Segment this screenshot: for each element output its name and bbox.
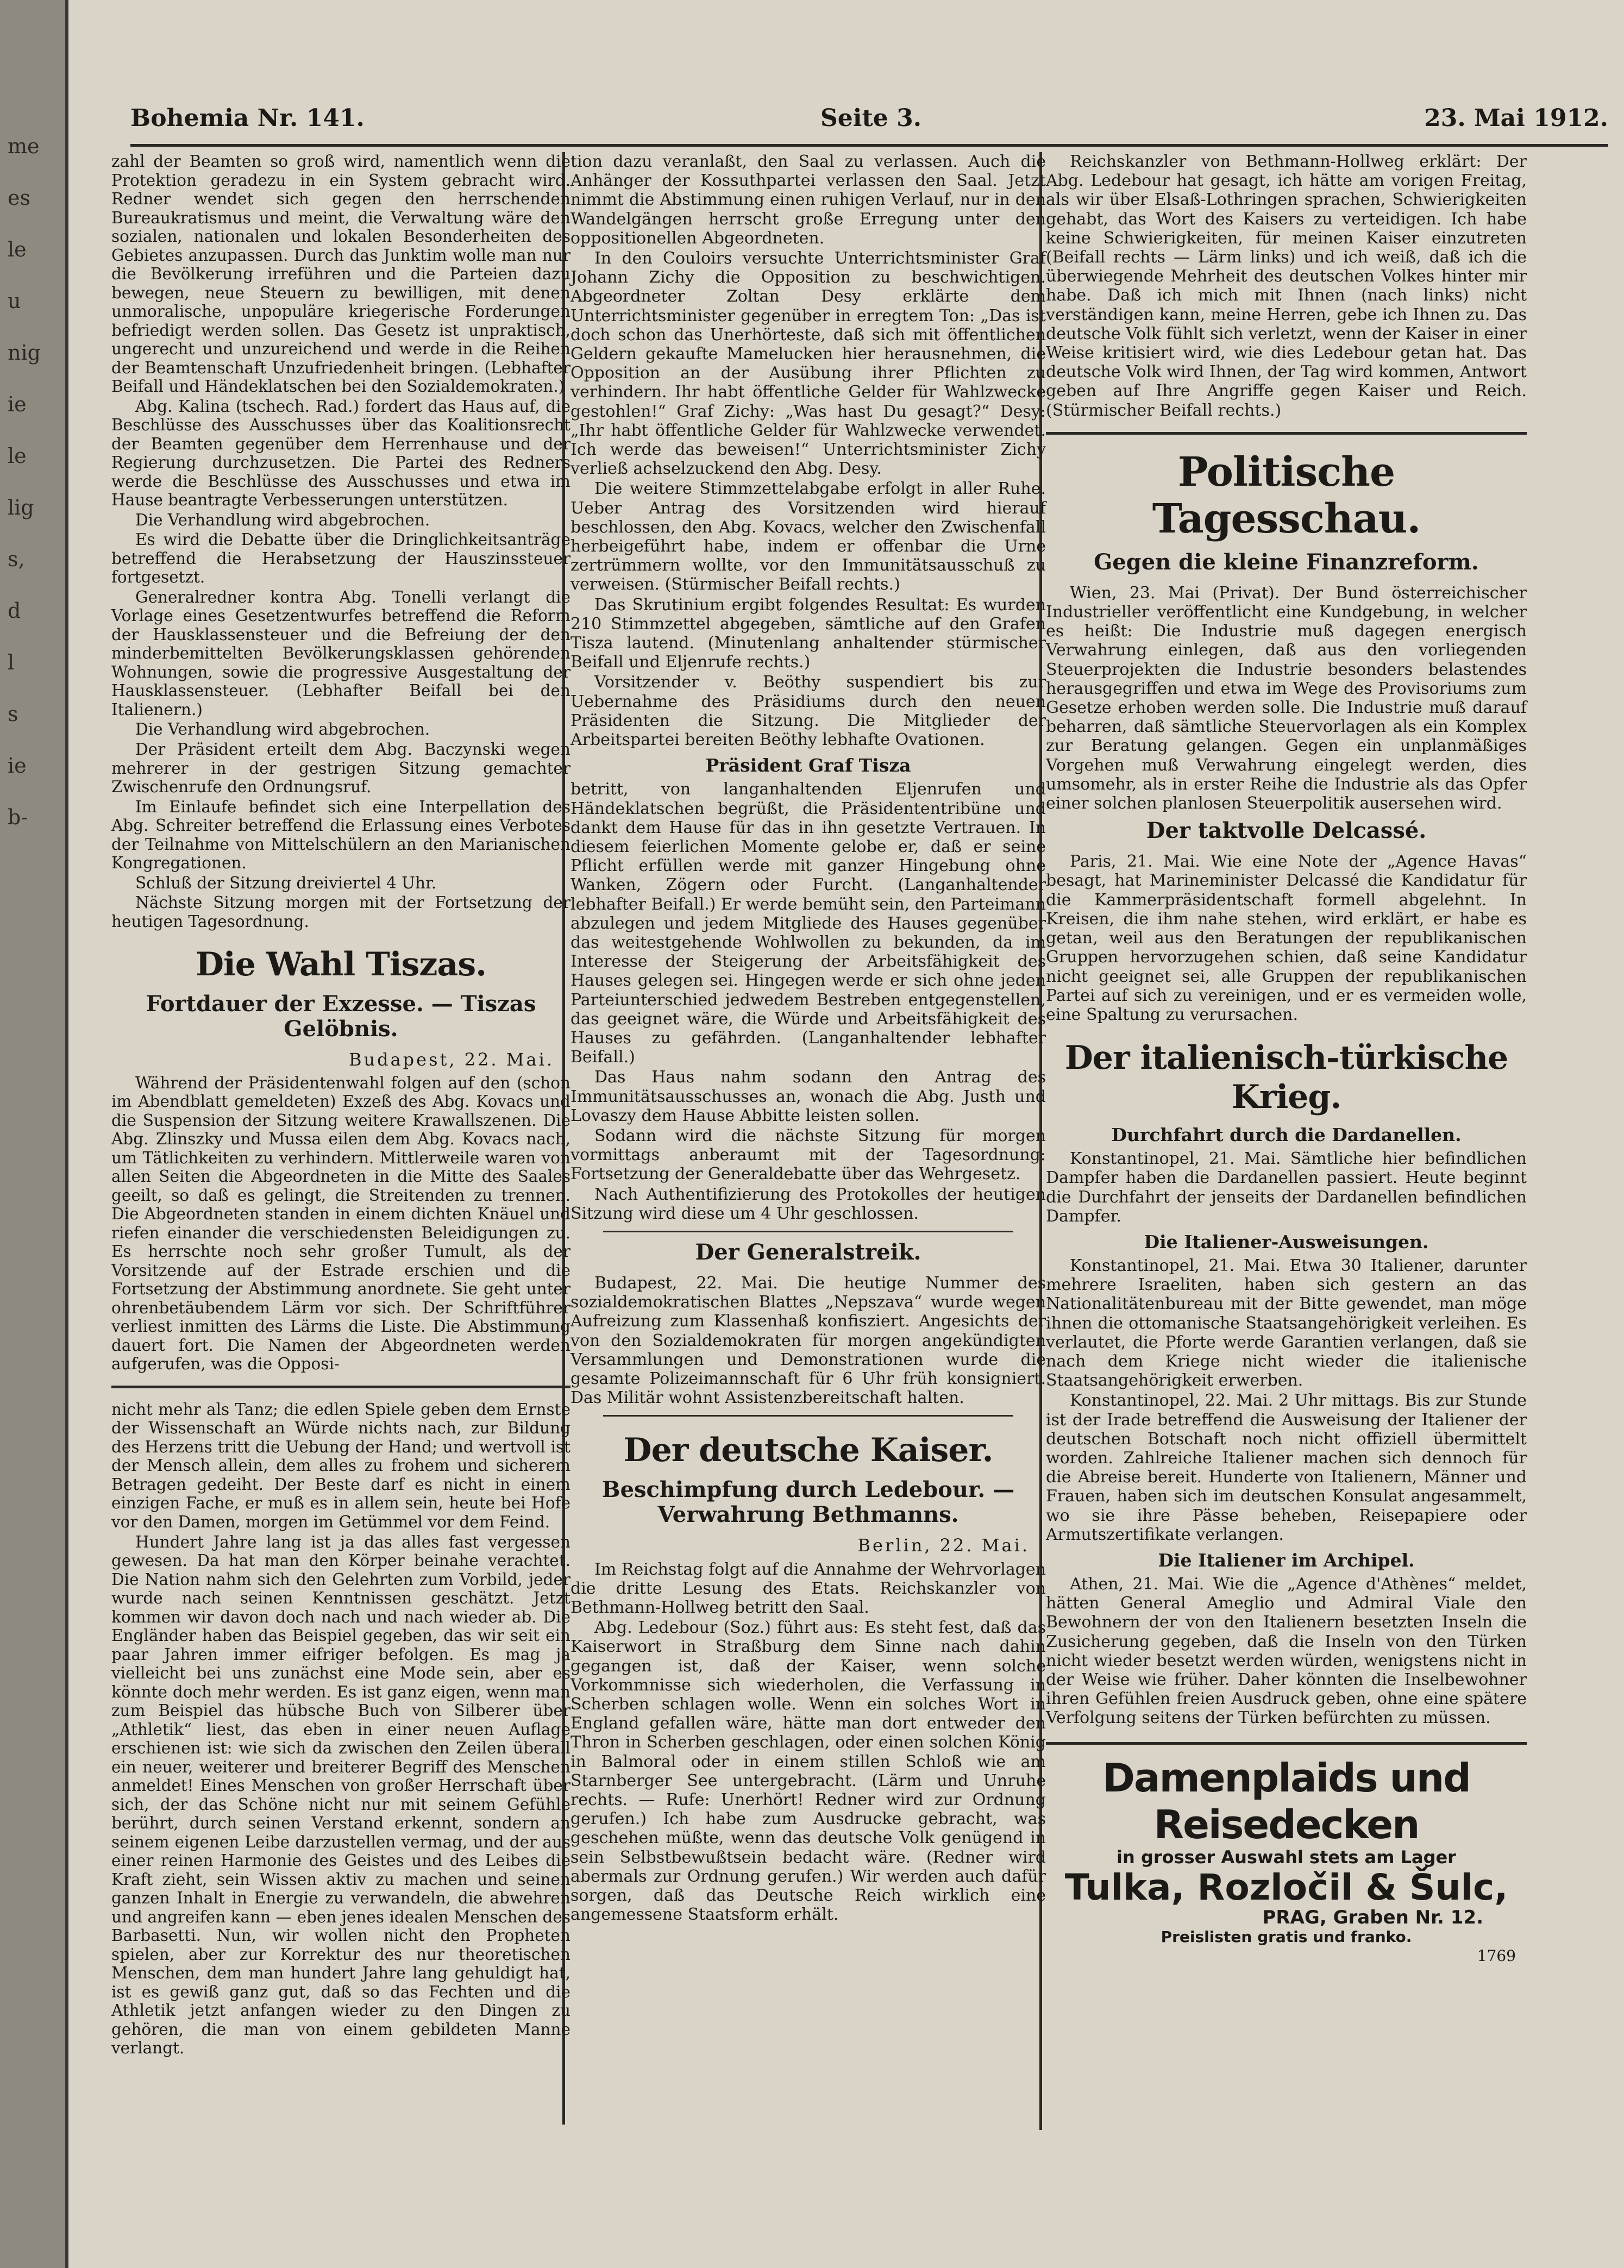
- header-publication: Bohemia Nr. 141.: [130, 104, 365, 132]
- previous-page-text-fragment: lig: [8, 496, 34, 519]
- ad-number: 1769: [1477, 1947, 1516, 1965]
- article-paragraph: Paris, 21. Mai. Wie eine Note der „Agence Havas“ besagt, hat Marineminister Delcassé die Kandidatur für die Kammerpräsidentschaft formell abgelehnt. In Kreisen, die ihm nahe stehen, wird erklärt, er habe es getan, weil aus den Beratungen der republikanischen Gruppen hervorzugehen schien, daß seine Kandidatur nicht geeignet sei, alle Gruppen der republikanischen Partei auf sich zu vereinigen, und er es vermeiden wolle, eine Spaltung zu verursachen.: [1046, 852, 1527, 1024]
- previous-page-text-fragment: u: [8, 289, 21, 313]
- column-2: [570, 152, 1046, 2141]
- article-paragraph: Nächste Sitzung morgen mit der Fortsetzung der heutigen Tagesordnung.: [111, 893, 570, 931]
- subhead-durchfahrt: Durchfahrt durch die Dardanellen.: [1111, 1124, 1462, 1146]
- article-paragraph: Im Reichstag folgt auf die Annahme der Wehrvorlagen die dritte Lesung des Etats. Reichskanzler von Bethmann-Hollweg betritt den Saal.: [570, 1559, 1046, 1617]
- article-paragraph: Nach Authentifizierung des Protokolles der heutigen Sitzung wird diese um 4 Uhr geschlossen.: [570, 1185, 1046, 1223]
- article-paragraph: Es wird die Debatte über die Dringlichkeitsanträge betreffend die Herabsetzung der Hauszinssteuer fortgesetzt.: [111, 530, 570, 587]
- article-paragraph: Budapest, 22. Mai. Die heutige Nummer des sozialdemokratischen Blattes „Nepszava“ wurde wegen Aufreizung zum Klassenhaß konfisziert. Angesichts der von den Sozialdemokraten für morgen angekündigten Versammlungen und Demonstrationen wurde die gesamte Polizeimannschaft für 6 Uhr früh konsigniert. Das Militär wohnt Assistenzbereitschaft halten.: [570, 1273, 1046, 1408]
- article-paragraph: zahl der Beamten so groß wird, namentlich wenn die Protektion geradezu in ein System gebracht wird. Redner wendet sich gegen den herrschenden Bureaukratismus und meint, die Verwaltung wäre den sozialen, nationalen und lokalen Besonderheiten des Gebietes anzupassen. Durch das Junktim wolle man nur die Bevölkerung irreführen und die Parteien dazu bewegen, neue Steuern zu bewilligen, mit denen unmoralische, unpopuläre kriegerische Forderungen befriedigt werden sollen. Das Gesetz ist unpraktisch, ungerecht und unzureichend und werde in die Reihen der Beamtenschaft Unzufriedenheit bringen. (Lebhafter Beifall und Händeklatschen bei den Sozialdemokraten.): [111, 152, 570, 396]
- article-paragraph: In den Couloirs versuchte Unterrichtsminister Graf Johann Zichy die Opposition zu beschwichtigen. Abgeordneter Zoltan Desy erklärte dem Unterrichtsminister gegenüber in erregtem Ton: „Das ist doch schon das Unerhörteste, daß sich mit öffentlichen Geldern gekaufte Mamelucken hier herausnehmen, die Opposition an der Ausübung ihrer Pflichten zu verhindern. Ihr habt öffentliche Gelder für Wahlzwecke gestohlen!“ Graf Zichy: „Was hast Du gesagt?“ Desy: „Ihr habt öffentliche Gelder für Wahlzwecke verwendet. Ich werde das beweisen!“ Unterrichtsminister Zichy verließ achselzuckend den Abg. Desy.: [570, 249, 1046, 479]
- previous-page-text-fragment: s,: [8, 547, 25, 571]
- headline-italienisch-tuerkischer-krieg: Der italienisch-türkische Krieg.: [1064, 1039, 1508, 1117]
- feuilleton-paragraph: nicht mehr als Tanz; die edlen Spiele geben dem Ernste der Wissenschaft an Würde nichts nach, zur Bildung des Herzens tritt die Uebung der Hand; und wertvoll ist der Mensch allein, dem alles zu frohem und sicherem Betragen gedeiht. Der Beste darf es nicht in einem einzigen Fache, er muß es in allem sein, heute bei Hofe vor den Damen, morgen im Getümmel vor dem Feind.: [111, 1400, 570, 1531]
- column-3: [1046, 152, 1527, 2141]
- article-paragraph: Sodann wird die nächste Sitzung für morgen vormittags anberaumt mit der Tagesordnung: Fortsetzung der Generaldebatte über das Wehrgesetz.: [570, 1126, 1046, 1184]
- article-paragraph: Das Haus nahm sodann den Antrag des Immunitätsausschusses an, wonach die Abg. Justh und Lovaszy dem Hause Abbitte leisten sollen.: [570, 1068, 1046, 1125]
- article-paragraph: Die Verhandlung wird abgebrochen.: [135, 720, 430, 739]
- headline-tisza: Die Wahl Tiszas.: [195, 945, 487, 984]
- previous-page-text-fragment: s: [8, 702, 18, 726]
- previous-page-text-fragment: es: [8, 186, 30, 210]
- ad-title: Damenplaids und Reisedecken: [1102, 1755, 1470, 1847]
- previous-page-text-fragment: ie: [8, 754, 27, 778]
- article-paragraph: Konstantinopel, 22. Mai. 2 Uhr mittags. Bis zur Stunde ist der Irade betreffend die Ausweisung der Italiener der deutschen Botschaft noch nicht offiziell übermittelt worden. Zahlreiche Italiener machen sich dennoch für die Abreise bereit. Hunderte von Italienern, Männer und Frauen, haben sich im deutschen Konsulat angesammelt, wo sie ihre Pässe beheben, Reisepapiere oder Armutszertifikate verlangen.: [1046, 1391, 1527, 1544]
- advertisement: [1046, 1742, 1527, 1965]
- section-rule: [1046, 432, 1527, 435]
- section-rule: [603, 1415, 1013, 1417]
- article-paragraph: Abg. Kalina (tschech. Rad.) fordert das Haus auf, die Beschlüsse des Ausschusses über das Koalitionsrecht der Beamten gegenüber dem Herrenhause und der Regierung durchzusetzen. Die Partei des Redners werde die Beschlüsse des Ausschusses und etwa im Hause beantragte Verbesserungen unterstützen.: [111, 397, 570, 510]
- article-paragraph: Schluß der Sitzung dreiviertel 4 Uhr.: [135, 873, 437, 892]
- feuilleton-rule: [111, 1386, 570, 1388]
- headline-politische-tagesschau: Politische Tagesschau.: [1152, 448, 1421, 542]
- previous-page-text-fragment: l: [8, 650, 15, 674]
- article-paragraph: Reichskanzler von Bethmann-Hollweg erklärt: Der Abg. Ledebour hat gesagt, ich hätte am vorigen Freitag, als wir über Elsaß-Lothringen sprachen, Schwierigkeiten gehabt, das Wort des Kaisers zu verteidigen. Ich habe keine Schwierigkeiten, für meinen Kaiser einzutreten (Beifall rechts — Lärm links) und ich weiß, daß ich die überwiegende Mehrheit des deutschen Volkes hinter mir habe. Daß ich mich mit Ihnen (nach links) nicht verständigen kann, meine Herren, gebe ich Ihnen zu. Das deutsche Volk fühlt sich verletzt, wenn der Kaiser in einer Weise kritisiert wird, wie dies Ledebour getan hat. Das deutsche Volk wird Ihnen, der Tag wird kommen, Antwort geben auf Ihre Angriffe gegen Kaiser und Reich. (Stürmischer Beifall rechts.): [1046, 152, 1527, 420]
- previous-page-text-fragment: le: [8, 444, 27, 468]
- header-page-number: Seite 3.: [820, 104, 922, 132]
- dateline-berlin: Berlin, 22. Mai.: [857, 1535, 1030, 1556]
- previous-page-text-fragment: d: [8, 599, 21, 623]
- article-paragraph: Der Präsident erteilt dem Abg. Baczynski wegen mehrerer in der gestrigen Sitzung gemachter Zwischenrufe den Ordnungsruf.: [111, 740, 570, 797]
- previous-page-edge: [0, 0, 68, 2268]
- page-header: [130, 92, 1608, 141]
- article-paragraph: Die Verhandlung wird abgebrochen.: [135, 510, 430, 529]
- article-paragraph: Während der Präsidentenwahl folgen auf den (schon im Abendblatt gemeldeten) Exzeß des Abg. Kovacs und die Suspension der Sitzung weitere Krawallszenen. Die Abg. Zlinszky und Mussa eilen dem Abg. Kovacs nach, um Tätlichkeiten zu verhindern. Mittlerweile waren von allen Seiten die Abgeordneten in die Mitte des Saales geeilt, so daß es gelingt, die Streitenden zu trennen. Die Abgeordneten standen in einem dichten Knäuel und riefen einander die verschiedensten Beleidigungen zu. Es herrschte noch sehr großer Tumult, als der Vorsitzende auf der Estrade erschien und die Fortsetzung der Abstimmung anordnete. Sie geht unter ohrenbetäubendem Lärm vor sich. Der Schriftführer verliest inmitten des Lärms die Liste. Die Abstimmung dauert fort. Die Namen der Abgeordneten werden aufgerufen, was die Opposi-: [111, 1073, 570, 1374]
- subhead-ausweisungen: Die Italiener-Ausweisungen.: [1144, 1231, 1429, 1252]
- article-paragraph: Konstantinopel, 21. Mai. Etwa 30 Italiener, darunter mehrere Israeliten, haben sich gestern an das Nationalitätenbureau mit der Bitte gewendet, man möge ihnen die ottomanische Staatsangehörigkeit verleihen. Es verlautet, die Pforte werde Garantien verlangen, daß sie nach dem Kriege nicht wieder die italienische Staatsangehörigkeit erwerben.: [1046, 1256, 1527, 1390]
- article-paragraph: Generalredner kontra Abg. Tonelli verlangt die Vorlage eines Gesetzentwurfes betreffend die Reform der Hausklassensteuer und die Befreiung der den minderbemittelten Bevölkerungsklassen gehörenden Wohnungen, sowie die progressive Ausgestaltung der Hausklassensteuer. (Lebhafter Beifall bei den Italienern.): [111, 587, 570, 719]
- previous-page-text-fragment: ie: [8, 392, 27, 416]
- ad-tagline: in grosser Auswahl stets am Lager: [1117, 1846, 1456, 1868]
- article-paragraph: Wien, 23. Mai (Privat). Der Bund österreichischer Industrieller veröffentlicht eine Kundgebung, in welcher es heißt: Die Industrie muß dagegen energisch Verwahrung einlegen, daß aus den vorliegenden Steuerprojekten die Industrie besonders belastendes herausgegriffen und etwa im Wege des Provisoriums zum Gesetze erhoben werden solle. Die Industrie muß darauf beharren, daß sämtliche Steuervorlagen als ein Komplex zur Beratung gelangen. Gegen ein unplanmäßiges Vorgehen muß Verwahrung eingelegt werden, dies umsomehr, als in erster Reihe die Industrie als das Opfer einer solchen planlosen Steuerpolitik ausersehen wird.: [1046, 583, 1527, 813]
- previous-page-text-fragment: nig: [8, 341, 41, 365]
- previous-page-text-fragment: le: [8, 237, 27, 261]
- subheadline-tisza: Fortdauer der Exzesse. — Tiszas Gelöbnis.: [146, 991, 536, 1042]
- subhead-archipel: Die Italiener im Archipel.: [1158, 1549, 1415, 1571]
- article-paragraph: Das Skrutinium ergibt folgendes Resultat: Es wurden 210 Stimmzettel abgegeben, sämtliche auf den Grafen Tisza lautend. (Minutenlang anhaltender stürmischer Beifall und Eljenrufe rechts.): [570, 595, 1046, 672]
- header-rule: [130, 144, 1608, 147]
- article-paragraph: Athen, 21. Mai. Wie die „Agence d'Athènes“ meldet, hätten General Ameglio und Admiral Viale den Bewohnern der von den Italienern besetzten Inseln die Zusicherung gegeben, daß die Inseln von den Türken nicht wieder besetzt werden würden, wenigstens nicht in der Weise wie früher. Daher könnten die Inselbewohner ihren Gefühlen freien Ausdruck geben, ohne eine spätere Verfolgung seitens der Türken befürchten zu müssen.: [1046, 1574, 1527, 1728]
- previous-page-text-fragment: me: [8, 134, 40, 158]
- dateline-budapest: Budapest, 22. Mai.: [348, 1049, 554, 1070]
- subheadline-delcasse: Der taktvolle Delcassé.: [1146, 818, 1427, 844]
- section-rule: [603, 1231, 1013, 1232]
- subheadline-finanzreform: Gegen die kleine Finanzreform.: [1094, 549, 1479, 575]
- article-paragraph: Die weitere Stimmzettelabgabe erfolgt in aller Ruhe. Ueber Antrag des Vorsitzenden wird hierauf beschlossen, den Abg. Kovacs, welcher den Zwischenfall herbeigeführt habe, indem er offenbar die Urne zertrümmern wollte, vor den Immunitätsausschuß zu verweisen. (Stürmischer Beifall rechts.): [570, 479, 1046, 594]
- previous-page-text-fragment: b-: [8, 805, 28, 829]
- article-paragraph: Konstantinopel, 21. Mai. Sämtliche hier befindlichen Dampfer haben die Dardanellen passiert. Heute beginnt die Durchfahrt der jenseits der Dardanellen befindlichen Dampfer.: [1046, 1149, 1527, 1226]
- header-date: 23. Mai 1912.: [1424, 104, 1608, 132]
- article-paragraph: tion dazu veranlaßt, den Saal zu verlassen. Auch die Anhänger der Kossuthpartei verlassen den Saal. Jetzt nimmt die Abstimmung einen ruhigen Verlauf, nur in den Wandelgängen herrscht große Erregung unter den oppositionellen Abgeordneten.: [570, 152, 1046, 248]
- article-paragraph: Im Einlaufe befindet sich eine Interpellation des Abg. Schreiter betreffend die Erlassung eines Verbotes der Teilnahme von Mittelschülern an den Marianischen Kongregationen.: [111, 797, 570, 873]
- article-paragraph: betritt, von langanhaltenden Eljenrufen und Händeklatschen begrüßt, die Präsidententribüne und dankt dem Hause für das in ihn gesetzte Vertrauen. In diesem feierlichen Momente gelobe er, daß er seine Pflicht erfüllen werde mit ganzer Hingebung ohne Wanken, Zögern oder Furcht. (Langanhaltender lebhafter Beifall.) Er werde bemüht sein, den Parteimann abzulegen und jedem Mitgliede des Hauses gegenüber das weitestgehende Wohlwollen zu bekunden, da im Interesse der Steigerung der Arbeitsfähigkeit des Hauses gelegen sei. Hingegen werde er sich ohne jeden Parteiunterschied jedwedem Bestreben entgegenstellen, das geeignet wäre, die Würde und Arbeitsfähigkeit des Hauses zu gefährden. (Langanhaltender lebhafter Beifall.): [570, 780, 1046, 1067]
- article-paragraph: Abg. Ledebour (Soz.) führt aus: Es steht fest, daß das Kaiserwort in Straßburg dem Sinne nach dahin gegangen ist, daß der Kaiser, wenn solche Vorkommnisse sich wiederholen, die Verfassung in Scherben schlagen wolle. Wenn ein solches Wort in England gefallen wäre, hätte man dort entweder den Thron in Scherben geschlagen, oder einen solchen König in Balmoral oder in einem stillen Schloß wie am Starnberger See untergebracht. (Lärm und Unruhe rechts. — Rufe: Unerhört! Redner wird zur Ordnung gerufen.) Ich habe zum Ausdrucke gebracht, was geschehen müßte, wenn das deutsche Volk genügend in sein Selbstbewußtsein bedacht wäre. (Redner wird abermals zur Ordnung gerufen.) Wir werden auch dafür sorgen, daß das Deutsche Reich wirklich eine angemessene Staatsform erhält.: [570, 1618, 1046, 1925]
- feuilleton-paragraph: Hundert Jahre lang ist ja das alles fast vergessen gewesen. Da hat man den Körper beinahe verachtet. Die Nation nahm sich den Gelehrten zum Vorbild, jeder wurde nach seinen Kenntnissen geschätzt. Jetzt kommen wir davon doch nach und nach wieder ab. Die Engländer haben das Beispiel gegeben, das wir seit ein paar Jahren immer eifriger befolgen. Es mag ja vielleicht bei uns zunächst eine Mode sein, aber es könnte doch mehr werden. Es ist ganz eigen, wenn man zum Beispiel das hübsche Buch von Silberer über „Athletik“ liest, das eben in einer neuen Auflage erschienen ist: wie sich da zwischen den Zeilen überall ein neuer, weiterer und breiterer Begriff des Menschen anmeldet! Eines Menschen von großer Herrschaft über sich, der das Schöne nicht nur mit seinem Gefühle berührt, durch seinen Verstand erkennt, sondern an seinem eigenen Leibe darzustellen vermag, und der aus einer reinen Harmonie des Geistes und des Leibes die Kraft zieht, sein Wissen aktiv zu machen und seinen ganzen Inhalt in Energie zu verwandeln, die abwehren und angreifen kann — eben jenes idealen Menschen des Barbasetti. Nun, wir wollen nicht den Propheten spielen, aber zur Korrektur des nur theoretischen Menschen, dem man hundert Jahre lang gehuldigt hat, ist es gewiß ganz gut, daß so das Fechten und die Athletik jetzt anfangen wieder zu den Dingen zu gehören, die man von einem gebildeten Manne verlangt.: [111, 1532, 570, 2058]
- ad-address: PRAG, Graben Nr. 12.: [1262, 1906, 1483, 1928]
- headline-deutscher-kaiser: Der deutsche Kaiser.: [623, 1431, 993, 1470]
- ad-footer: Preislisten gratis und franko.: [1161, 1928, 1412, 1946]
- page-3: [90, 0, 1611, 2268]
- ad-firm-name: Tulka, Rozločil & Šulc,: [1064, 1866, 1508, 1908]
- article-paragraph: Vorsitzender v. Beöthy suspendiert bis zur Uebernahme des Präsidiums durch den neuen Präsidenten die Sitzung. Die Mitglieder der Arbeitspartei bereiten Beöthy lebhafte Ovationen.: [570, 673, 1046, 750]
- headline-generalstreik: Der Generalstreik.: [695, 1239, 921, 1265]
- subhead-praesident-tisza: Präsident Graf Tisza: [705, 755, 911, 776]
- subheadline-ledebour: Beschimpfung durch Ledebour. — Verwahrung Bethmanns.: [601, 1477, 1015, 1528]
- column-1: [111, 152, 570, 2141]
